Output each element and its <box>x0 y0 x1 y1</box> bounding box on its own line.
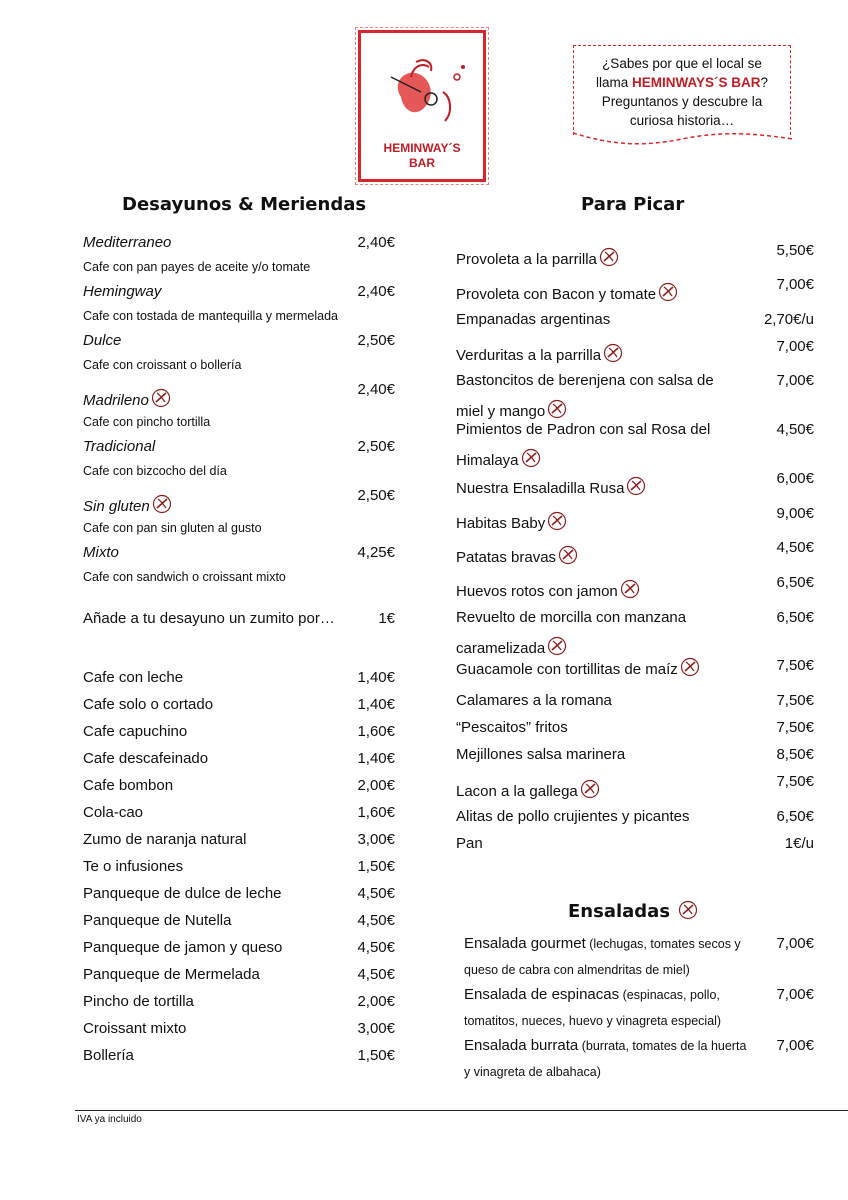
drink-name: Cola-cao <box>83 804 144 821</box>
breakfast-item <box>83 486 395 515</box>
footer-divider <box>75 1110 848 1111</box>
salad-detail: (lechugas, tomates secos y <box>585 937 741 951</box>
appetizer-price: 2,70€/u <box>763 311 814 328</box>
appetizer-name: Provoleta con Bacon y tomate <box>456 282 678 305</box>
appetizer-name: Lacon a la gallega <box>456 779 600 802</box>
drink-name: Cafe con leche <box>83 669 184 686</box>
zumito-price: 1€ <box>378 610 395 627</box>
drink-price: 4,50€ <box>357 939 395 956</box>
appetizer-price: 9,00€ <box>776 505 814 522</box>
salad-name: Ensalada de espinacas <box>464 986 620 1003</box>
drink-name: Cafe solo o cortado <box>83 696 214 713</box>
appetizer-name-cont: caramelizada <box>456 636 567 659</box>
salad-detail-cont: queso de cabra con almendritas de miel) <box>464 963 690 977</box>
callout-line-3: Preguntanos y descubre la <box>601 94 763 109</box>
breakfast-price: 2,50€ <box>357 332 395 349</box>
salad-detail-cont: tomatitos, nueces, huevo y vinagreta especial) <box>464 1014 722 1028</box>
breakfast-price: 2,50€ <box>357 487 395 504</box>
appetizer-name: Guacamole con tortillitas de maíz <box>456 657 700 680</box>
breakfast-name: Madrileno <box>83 388 171 411</box>
drink-name: Bollería <box>83 1047 134 1064</box>
drink-price: 4,50€ <box>357 912 395 929</box>
appetizer-name: Alitas de pollo crujientes y picantes <box>456 808 690 825</box>
drink-price: 1,50€ <box>357 1047 395 1064</box>
breakfast-name: Dulce <box>83 332 122 349</box>
breakfast-name: Mixto <box>83 544 119 561</box>
gluten-free-icon <box>521 448 541 468</box>
callout-line-1: ¿Sabes por que el local se <box>602 56 762 71</box>
appetizer-name: Huevos rotos con jamon <box>456 579 640 602</box>
appetizer-price: 5,50€ <box>776 242 814 259</box>
appetizer-name: “Pescaitos” fritos <box>456 719 568 736</box>
drink-name: Panqueque de Mermelada <box>83 966 260 983</box>
breakfast-desc: Cafe con sandwich o croissant mixto <box>83 570 286 584</box>
breakfast-desc: Cafe con bizcocho del día <box>83 464 227 478</box>
salad-name-line <box>464 985 720 1005</box>
callout-line-2: llama HEMINWAYS´S BAR? <box>595 75 769 90</box>
drink-name: Pincho de tortilla <box>83 993 194 1010</box>
appetizer-price: 4,50€ <box>776 539 814 556</box>
bar-logo <box>358 30 486 182</box>
breakfast-desc: Cafe con croissant o bollería <box>83 358 242 372</box>
appetizer-name: Mejillones salsa marinera <box>456 746 626 763</box>
appetizer-name: Calamares a la romana <box>456 692 612 709</box>
appetizer-price: 7,00€ <box>776 338 814 355</box>
wavy-border-icon <box>572 131 794 147</box>
footer-note: IVA ya incluido <box>77 1114 142 1125</box>
gluten-free-icon <box>580 779 600 799</box>
drink-name: Cafe capuchino <box>83 723 188 740</box>
breakfast-desc: Cafe con pan sin gluten al gusto <box>83 521 262 535</box>
appetizer-name: Provoleta a la parrilla <box>456 247 619 270</box>
picar-title: Para Picar <box>581 194 685 215</box>
salad-detail-cont: y vinagreta de albahaca) <box>464 1065 601 1079</box>
breakfast-price: 4,25€ <box>357 544 395 561</box>
callout-bar-name: HEMINWAYS´S BAR <box>631 75 761 90</box>
gluten-free-icon <box>547 399 567 419</box>
drink-name: Panqueque de jamon y queso <box>83 939 283 956</box>
drink-price: 3,00€ <box>357 1020 395 1037</box>
appetizer-name: Bastoncitos de berenjena con salsa de <box>456 372 714 389</box>
callout-line-4: curiosa historia… <box>629 113 735 128</box>
gluten-free-icon <box>547 636 567 656</box>
gluten-free-icon <box>620 579 640 599</box>
appetizer-name-cont: Himalaya <box>456 448 541 471</box>
drink-price: 1,40€ <box>357 669 395 686</box>
appetizer-name: Revuelto de morcilla con manzana <box>456 609 687 626</box>
appetizer-price: 7,50€ <box>776 692 814 709</box>
salad-detail: (espinacas, pollo, <box>619 988 720 1002</box>
breakfast-desc: Cafe con pan payes de aceite y/o tomate <box>83 260 311 274</box>
drink-price: 4,50€ <box>357 966 395 983</box>
breakfast-price: 2,40€ <box>357 234 395 251</box>
appetizer-price: 7,50€ <box>776 773 814 790</box>
drink-name: Cafe bombon <box>83 777 174 794</box>
logo-text: HEMINWAY´S BAR <box>383 141 461 170</box>
gluten-free-icon <box>599 247 619 267</box>
story-callout <box>573 45 791 135</box>
hemingway-drawing-icon <box>361 37 483 137</box>
drink-price: 3,00€ <box>357 831 395 848</box>
appetizer-price: 6,50€ <box>776 609 814 626</box>
breakfast-desc: Cafe con pincho tortilla <box>83 415 211 429</box>
gluten-free-icon <box>152 494 172 514</box>
appetizer-price: 1€/u <box>784 835 814 852</box>
breakfast-name: Hemingway <box>83 283 162 300</box>
drink-price: 2,00€ <box>357 777 395 794</box>
salad-price: 7,00€ <box>776 935 814 952</box>
breakfast-item <box>83 543 395 569</box>
drink-name: Cafe descafeinado <box>83 750 209 767</box>
appetizer-price: 6,50€ <box>776 808 814 825</box>
breakfast-item <box>83 233 395 259</box>
desayunos-title: Desayunos & Meriendas <box>122 194 367 215</box>
salad-name-line <box>464 934 741 954</box>
appetizer-price: 7,00€ <box>776 276 814 293</box>
appetizer-price: 6,00€ <box>776 470 814 487</box>
salad-name-line <box>464 1036 746 1056</box>
appetizer-price: 7,00€ <box>776 372 814 389</box>
zumito-name: Añade a tu desayuno un zumito por… <box>83 610 335 627</box>
drink-price: 2,00€ <box>357 993 395 1010</box>
gluten-free-icon <box>626 476 646 496</box>
appetizer-name: Nuestra Ensaladilla Rusa <box>456 476 646 499</box>
drink-price: 1,60€ <box>357 804 395 821</box>
appetizer-name: Empanadas argentinas <box>456 311 611 328</box>
drink-name: Panqueque de Nutella <box>83 912 232 929</box>
gluten-free-icon <box>658 282 678 302</box>
appetizer-name: Pimientos de Padron con sal Rosa del <box>456 421 711 438</box>
drink-name: Zumo de naranja natural <box>83 831 247 848</box>
drink-name: Panqueque de dulce de leche <box>83 885 282 902</box>
breakfast-price: 2,50€ <box>357 438 395 455</box>
breakfast-name: Tradicional <box>83 438 156 455</box>
breakfast-price: 2,40€ <box>357 381 395 398</box>
drink-price: 1,60€ <box>357 723 395 740</box>
callout-text <box>574 54 790 130</box>
breakfast-item <box>83 380 395 409</box>
appetizer-price: 7,50€ <box>776 657 814 674</box>
breakfast-item <box>83 282 395 308</box>
breakfast-name: Sin gluten <box>83 494 172 517</box>
gluten-free-icon <box>558 545 578 565</box>
salad-name: Ensalada gourmet <box>464 935 586 952</box>
salad-detail: (burrata, tomates de la huerta <box>578 1039 747 1053</box>
ensaladas-title: Ensaladas <box>568 901 671 922</box>
salad-name: Ensalada burrata <box>464 1037 579 1054</box>
gluten-free-icon <box>547 511 567 531</box>
appetizer-price: 6,50€ <box>776 574 814 591</box>
gluten-free-icon <box>151 388 171 408</box>
appetizer-price: 4,50€ <box>776 421 814 438</box>
appetizer-price: 7,50€ <box>776 719 814 736</box>
breakfast-item <box>83 331 395 357</box>
breakfast-item <box>83 437 395 463</box>
breakfast-price: 2,40€ <box>357 283 395 300</box>
appetizer-name: Pan <box>456 835 483 852</box>
appetizer-name: Habitas Baby <box>456 511 567 534</box>
ensaladas-heading <box>568 900 698 922</box>
appetizer-name-cont: miel y mango <box>456 399 567 422</box>
drink-price: 1,40€ <box>357 696 395 713</box>
breakfast-name: Mediterraneo <box>83 234 172 251</box>
drink-price: 1,50€ <box>357 858 395 875</box>
salad-price: 7,00€ <box>776 986 814 1003</box>
appetizer-name: Patatas bravas <box>456 545 578 568</box>
gluten-free-icon <box>680 657 700 677</box>
drink-price: 1,40€ <box>357 750 395 767</box>
appetizer-price: 8,50€ <box>776 746 814 763</box>
drink-name: Croissant mixto <box>83 1020 187 1037</box>
gluten-free-icon <box>678 900 698 920</box>
gluten-free-icon <box>603 343 623 363</box>
drink-price: 4,50€ <box>357 885 395 902</box>
breakfast-desc: Cafe con tostada de mantequilla y mermelada <box>83 309 339 323</box>
salad-price: 7,00€ <box>776 1037 814 1054</box>
appetizer-name: Verduritas a la parrilla <box>456 343 623 366</box>
drink-name: Te o infusiones <box>83 858 184 875</box>
